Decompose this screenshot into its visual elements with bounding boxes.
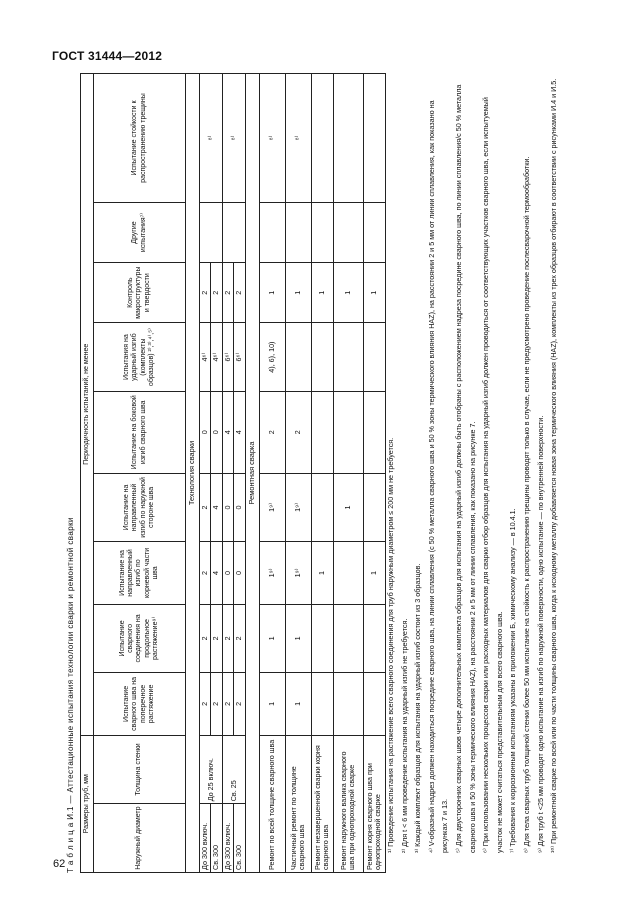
cell-bend-side: 0 (211, 391, 222, 473)
th-crack: Испытание стойкости к распространению трещины (94, 74, 186, 203)
cell-tensile-t: 1 (285, 673, 311, 735)
cell-tensile-l: 2 (200, 604, 211, 673)
th-wall-thickness: Толщина стенки (94, 735, 186, 804)
cell-macro: 2 (211, 263, 222, 323)
cell-bend-root: 4 (211, 542, 222, 604)
table-row (222, 74, 233, 873)
cell-tensile-t: 2 (222, 673, 233, 735)
cell-other (285, 203, 311, 263)
cell-repair-label: Ремонт корня сварного шва при однопроходной сварке (363, 735, 385, 872)
cell-impact: 4⁶⁾ (211, 323, 222, 392)
footnote: ⁵⁾ Для двусторонних сварных швов четыре дополнительных комплекта образцов для испытания на ударный изгиб должны быть отобраны с расположением надреза посредине сварного шва, по линии сплавления/с 50 % металла сварного шва и 50 % зоны термического влияния HAZ), на расстоянии 2 и 5 мм от линии сплавления, как показано на рисунке 7. (453, 84, 477, 853)
cell-impact (333, 323, 363, 392)
cell-bend-root: 1 (311, 542, 333, 604)
cell-tensile-t: 2 (234, 673, 245, 735)
cell-macro: 2 (234, 263, 245, 323)
cell-bend-root: 2 (200, 542, 211, 604)
th-tensile-longitudinal: Испытание сварного соединения на продольное растяжение⁹⁾ (94, 604, 186, 673)
cell-bend-face: 1⁹⁾ (259, 473, 285, 542)
cell-bend-side: 2 (285, 391, 311, 473)
cell-bend-face: 1⁹⁾ (285, 473, 311, 542)
cell-crack: ⁸⁾ (259, 74, 285, 203)
cell-macro: 2 (222, 263, 233, 323)
section-welding: Технология сварки (186, 74, 200, 873)
cell-tensile-t: 2 (211, 673, 222, 735)
table-row (363, 74, 385, 873)
table-row (200, 74, 211, 873)
cell-tensile-l (333, 604, 363, 673)
section-repair: Ремонтная сварка (245, 74, 259, 873)
cell-impact (285, 323, 311, 392)
cell-bend-side: 4 (222, 391, 233, 473)
footnote: ⁹⁾ Для труб t <25 мм проводят одно испытание на изгиб по наружной поверхности, одно испытание — по внутренней поверхности. (535, 415, 545, 853)
cell-bend-face: 1 (333, 473, 363, 542)
rotated-table-page (66, 73, 606, 873)
cell-repair-label: Ремонт наружного валика сварного шва при однопроходной сварке (333, 735, 363, 872)
footnote: ⁶⁾ При использовании нескольких процессов сварки или расходных материалов для сварки отбор образцов для испытания на ударный изгиб должен проводиться от соответствующих участков сварного шва, если испытуемый участок не может считаться представительным для всего сварного шва. (481, 97, 504, 853)
table-row (259, 74, 285, 873)
page-number: 62 (53, 858, 66, 870)
cell-bend-root: 1⁹⁾ (259, 542, 285, 604)
footnote: ²⁾ Для t < 6 мм проведение испытания на ударный изгиб не требуется. (399, 618, 409, 853)
table-footnotes (384, 78, 561, 873)
cell-macro: 1 (333, 263, 363, 323)
cell-diameter: Св. 300 (234, 804, 245, 873)
cell-bend-side (333, 391, 363, 473)
cell-other (259, 203, 285, 263)
cell-bend-side (363, 391, 385, 473)
cell-thickness: Св. 25 (222, 735, 245, 804)
th-impact: Испытания на ударный изгиб (комплекты образцов) ²⁾,³⁾,⁴⁾,⁵⁾ (94, 323, 186, 392)
cell-other (363, 203, 385, 263)
cell-bend-face: 0 (234, 473, 245, 542)
cell-tensile-l: 2 (211, 604, 222, 673)
document-header: ГОСТ 31444—2012 (52, 49, 163, 63)
th-bend-side: Испытание на боковой изгиб сварного шва (94, 391, 186, 473)
footnote: ¹⁾ Проведение испытания на растяжение всего сварного соединения для труб наружным диаметром ≤ 200 мм не требуется. (386, 437, 395, 853)
cell-impact (363, 323, 385, 392)
cell-bend-root: 1⁹⁾ (285, 542, 311, 604)
cell-bend-face: 0 (222, 473, 233, 542)
table-row (285, 74, 311, 873)
th-bend-root: Испытание на направленный изгиб по корневой части шва (94, 542, 186, 604)
cell-tensile-l: 2 (234, 604, 245, 673)
th-pipe-size: Размеры труб, мм (81, 735, 94, 872)
cell-other (311, 203, 333, 263)
cell-bend-side: 2 (259, 391, 285, 473)
cell-bend-side: 4 (234, 391, 245, 473)
cell-bend-root (333, 542, 363, 604)
cell-bend-face: 2 (200, 473, 211, 542)
cell-crack: ⁸⁾ (285, 74, 311, 203)
th-tensile-transverse: Испытание сварного шва на поперечное растяжение (94, 673, 186, 735)
cell-impact: 4), 6), 10) (259, 323, 285, 392)
cell-tensile-t (333, 673, 363, 735)
footnote: ³⁾ Каждый комплект образцов для испытания на ударный изгиб состоит из 3 образцов. (413, 563, 423, 853)
th-bend-face: Испытание на направленный изгиб по наружной стороне шва (94, 473, 186, 542)
cell-repair-label: Ремонт по всей толщине сварного шва (259, 735, 285, 872)
attestation-table (80, 73, 386, 873)
cell-tensile-l: 2 (222, 604, 233, 673)
cell-bend-side (311, 391, 333, 473)
cell-repair-label: Частичный ремонт по толщине сварного шва (285, 735, 311, 872)
cell-macro: 2 (200, 263, 211, 323)
cell-impact: 4⁶⁾ (200, 323, 211, 392)
th-other: Другие испытания⁷⁾ (94, 203, 186, 263)
cell-tensile-l (363, 604, 385, 673)
th-macro-hardness: Контроль макроструктуры и твердости (94, 263, 186, 323)
footnote: ¹⁰⁾ При ремонтной сварке по всей или по части толщины сварного шва, когда к исходному металлу добавляется новая зона термического влияния (HAZ), комплекты из трех образцов отбирают в соответствии с рисунками И.4 и И.5. (549, 78, 559, 853)
cell-tensile-t (311, 673, 333, 735)
cell-bend-face: 4 (211, 473, 222, 542)
th-outer-diameter: Наружный диаметр (94, 804, 186, 873)
table-row (311, 74, 333, 873)
cell-tensile-l: 1 (285, 604, 311, 673)
cell-tensile-t: 2 (200, 673, 211, 735)
cell-crack: ⁸⁾ (222, 74, 245, 203)
cell-thickness: До 25 включ. (200, 735, 223, 804)
cell-tensile-l: 1 (259, 604, 285, 673)
cell-tensile-t (363, 673, 385, 735)
th-periodicity: Периодичность испытаний, не менее (81, 74, 94, 736)
cell-bend-side: 0 (200, 391, 211, 473)
footnote: ⁷⁾ Требования к коррозионным испытаниям указаны в приложении Б, химическому анализу — в 10.4.1. (508, 508, 518, 853)
cell-macro: 1 (285, 263, 311, 323)
cell-impact: 6⁶⁾ (222, 323, 233, 392)
footnote: ⁸⁾ Для тела сварных труб толщиной стенки более 50 мм испытание на стойкость к распространению трещины проводят только в случае, если не предусмотрено проведение послесварочной термообработки. (521, 156, 531, 853)
cell-bend-face (311, 473, 333, 542)
cell-crack (363, 74, 385, 203)
cell-macro: 1 (363, 263, 385, 323)
cell-macro: 1 (259, 263, 285, 323)
table-row (333, 74, 363, 873)
cell-crack: ⁸⁾ (200, 74, 223, 203)
cell-crack (311, 74, 333, 203)
cell-other (333, 203, 363, 263)
cell-macro: 1 (311, 263, 333, 323)
cell-other (200, 203, 223, 263)
cell-impact: 6⁶⁾ (234, 323, 245, 392)
cell-bend-root: 0 (234, 542, 245, 604)
cell-other (222, 203, 245, 263)
cell-impact (311, 323, 333, 392)
table-caption: Т а б л и ц а И.1 — Аттестационные испытания технологии сварки и ремонтной сварки (66, 517, 75, 873)
cell-bend-root: 1 (363, 542, 385, 604)
cell-diameter: Св. 300 (211, 804, 222, 873)
cell-bend-root: 0 (222, 542, 233, 604)
cell-bend-face (363, 473, 385, 542)
cell-crack (333, 74, 363, 203)
cell-diameter: До 300 включ. (222, 804, 233, 873)
footnote: ⁴⁾ V-образный надрез должен находиться посредине сварного шва, на линии сплавления (с 50 % металла сварного шва и 50 % зоны термического влияния HAZ), на расстоянии 2 и 5 мм от линии сплавления, как показано на рисунках 7 и 13. (426, 100, 450, 853)
cell-tensile-l (311, 604, 333, 673)
cell-diameter: До 300 включ. (200, 804, 211, 873)
cell-tensile-t: 1 (259, 673, 285, 735)
cell-repair-label: Ремонт незавершенной сварки корня сварного шва (311, 735, 333, 872)
